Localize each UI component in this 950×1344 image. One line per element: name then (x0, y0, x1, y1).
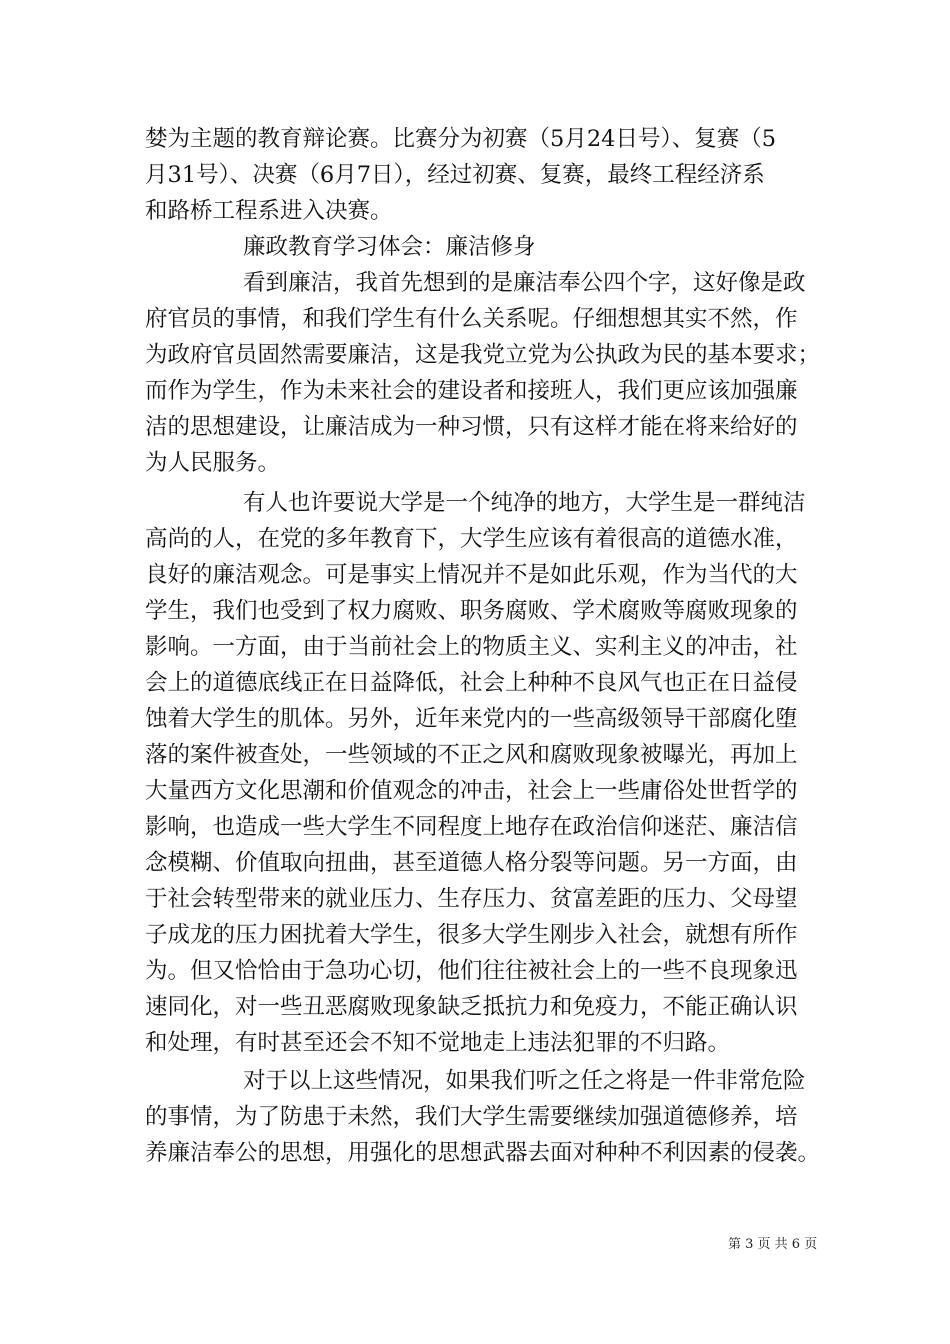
text-line: 洁的思想建设，让廉洁成为一种习惯，只有这样才能在将来给好的 (145, 414, 798, 440)
text-line: 落的案件被查处，一些领域的不正之风和腐败现象被曝光，再加上 (145, 742, 798, 768)
text-line: 速同化，对一些丑恶腐败现象缺乏抵抗力和免疫力，不能正确认识 (145, 994, 798, 1020)
text-line: 而作为学生，作为未来社会的建设者和接班人，我们更应该加强廉 (145, 378, 798, 404)
paragraph-start: 看到廉洁，我首先想到的是廉洁奉公四个字，这好像是政 (243, 270, 806, 296)
paragraph-start: 对于以上这些情况，如果我们听之任之将是一件非常危险 (243, 1068, 806, 1094)
paragraph-start: 有人也许要说大学是一个纯净的地方，大学生是一群纯洁 (243, 490, 806, 516)
text-line: 影响。一方面，由于当前社会上的物质主义、实利主义的冲击，社 (145, 634, 798, 660)
text-line: 会上的道德底线正在日益降低，社会上种种不良风气也正在日益侵 (145, 670, 798, 696)
text-line: 府官员的事情，和我们学生有什么关系呢。仔细想想其实不然，作 (145, 306, 798, 332)
text-line: 为。但又恰恰由于急功心切，他们往往被社会上的一些不良现象迅 (145, 958, 798, 984)
text-line: 月31号）、决赛（6月7日），经过初赛、复赛，最终工程经济系 (145, 162, 765, 188)
text-line: 念模糊、价值取向扭曲，甚至道德人格分裂等问题。另一方面，由 (145, 850, 798, 876)
page-number: 第 3 页 共 6 页 (728, 1237, 818, 1252)
text-line: 良好的廉洁观念。可是事实上情况并不是如此乐观，作为当代的大 (145, 562, 798, 588)
text-line: 蚀着大学生的肌体。另外，近年来党内的一些高级领导干部腐化堕 (145, 706, 798, 732)
text-line: 和路桥工程系进入决赛。 (145, 198, 393, 224)
text-line: 子成龙的压力困扰着大学生，很多大学生刚步入社会，就想有所作 (145, 922, 798, 948)
text-line: 大量西方文化思潮和价值观念的冲击，社会上一些庸俗处世哲学的 (145, 778, 798, 804)
text-line: 养廉洁奉公的思想，用强化的思想武器去面对种种不利因素的侵袭。 (145, 1140, 821, 1166)
section-title: 廉政教育学习体会：廉洁修身 (243, 234, 536, 260)
text-line: 影响，也造成一些大学生不同程度上地存在政治信仰迷茫、廉洁信 (145, 814, 798, 840)
text-line: 的事情，为了防患于未然，我们大学生需要继续加强道德修养，培 (145, 1104, 798, 1130)
text-line: 学生，我们也受到了权力腐败、职务腐败、学术腐败等腐败现象的 (145, 598, 798, 624)
text-line: 婪为主题的教育辩论赛。比赛分为初赛（5月24日号）、复赛（5 (145, 126, 777, 152)
text-line: 于社会转型带来的就业压力、生存压力、贫富差距的压力、父母望 (145, 886, 798, 912)
text-line: 高尚的人，在党的多年教育下，大学生应该有着很高的道德水准， (145, 526, 798, 552)
text-line: 和处理，有时甚至还会不知不觉地走上违法犯罪的不归路。 (145, 1030, 731, 1056)
text-line: 为人民服务。 (145, 450, 281, 476)
text-line: 为政府官员固然需要廉洁，这是我党立党为公执政为民的基本要求； (145, 342, 821, 368)
